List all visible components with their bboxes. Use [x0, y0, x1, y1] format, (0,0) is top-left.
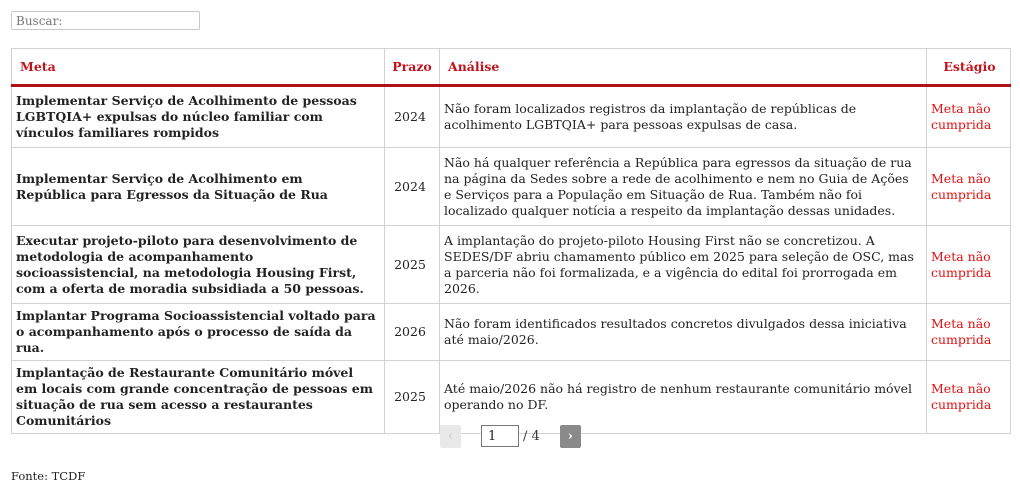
- page-total: / 4: [523, 428, 540, 444]
- cell-prazo: 2025: [385, 226, 440, 304]
- chevron-left-icon: ‹: [447, 428, 454, 444]
- cell-estagio: Meta não cumprida: [927, 148, 1011, 226]
- cell-analise: A implantação do projeto-piloto Housing First não se concretizou. A SEDES/DF abriu chamamento público em 2025 para seleção de OSC, mas a parceria não foi formalizada, e a vigência do edital foi prorrogada em 2026.: [440, 226, 927, 304]
- search-input[interactable]: [11, 11, 200, 30]
- table-row: [12, 148, 1011, 226]
- cell-estagio: Meta não cumprida: [927, 86, 1011, 148]
- table-row: [12, 304, 1011, 361]
- cell-meta: Implantação de Restaurante Comunitário móvel em locais com grande concentração de pessoas em situação de rua sem acesso a restaurantes Comunitários: [12, 361, 385, 434]
- cell-analise: Até maio/2026 não há registro de nenhum restaurante comunitário móvel operando no DF.: [440, 361, 927, 434]
- column-header-estagio[interactable]: Estágio: [927, 49, 1011, 86]
- column-header-prazo[interactable]: Prazo: [385, 49, 440, 86]
- column-header-meta[interactable]: Meta: [12, 49, 385, 86]
- cell-prazo: 2024: [385, 86, 440, 148]
- cell-estagio: Meta não cumprida: [927, 226, 1011, 304]
- cell-prazo: 2025: [385, 361, 440, 434]
- table-row: [12, 226, 1011, 304]
- source-note: Fonte: TCDF: [11, 469, 86, 483]
- cell-analise: Não há qualquer referência a República para egressos da situação de rua na página da Sedes sobre a rede de acolhimento e nem no Guia de Ações e Serviços para a População em Situação de Rua. Também não foi localizado qualquer notícia a respeito da implantação dessas unidades.: [440, 148, 927, 226]
- cell-analise: Não foram localizados registros da implantação de repúblicas de acolhimento LGBTQIA+ para pessoas expulsas de casa.: [440, 86, 927, 148]
- cell-estagio: Meta não cumprida: [927, 361, 1011, 434]
- cell-meta: Implementar Serviço de Acolhimento em República para Egressos da Situação de Rua: [12, 148, 385, 226]
- previous-page-button[interactable]: [440, 425, 461, 448]
- table-row: [12, 361, 1011, 434]
- cell-meta: Executar projeto-piloto para desenvolvimento de metodologia de acompanhamento socioassistencial, na metodologia Housing First, com a oferta de moradia subsidiada a 50 pessoas.: [12, 226, 385, 304]
- cell-meta: Implementar Serviço de Acolhimento de pessoas LGBTQIA+ expulsas do núcleo familiar com vínculos familiares rompidos: [12, 86, 385, 148]
- cell-prazo: 2024: [385, 148, 440, 226]
- goals-table: [11, 48, 1011, 434]
- cell-meta: Implantar Programa Socioassistencial voltado para o acompanhamento após o processo de saída da rua.: [12, 304, 385, 361]
- table-header-row: [12, 49, 1011, 86]
- pagination: [440, 424, 581, 448]
- cell-analise: Não foram identificados resultados concretos divulgados dessa iniciativa até maio/2026.: [440, 304, 927, 361]
- cell-estagio: Meta não cumprida: [927, 304, 1011, 361]
- next-page-button[interactable]: [560, 425, 581, 448]
- chevron-right-icon: ›: [567, 428, 573, 444]
- cell-prazo: 2026: [385, 304, 440, 361]
- column-header-analise[interactable]: Análise: [440, 49, 927, 86]
- page-number-input[interactable]: [481, 425, 519, 447]
- table-row: [12, 86, 1011, 148]
